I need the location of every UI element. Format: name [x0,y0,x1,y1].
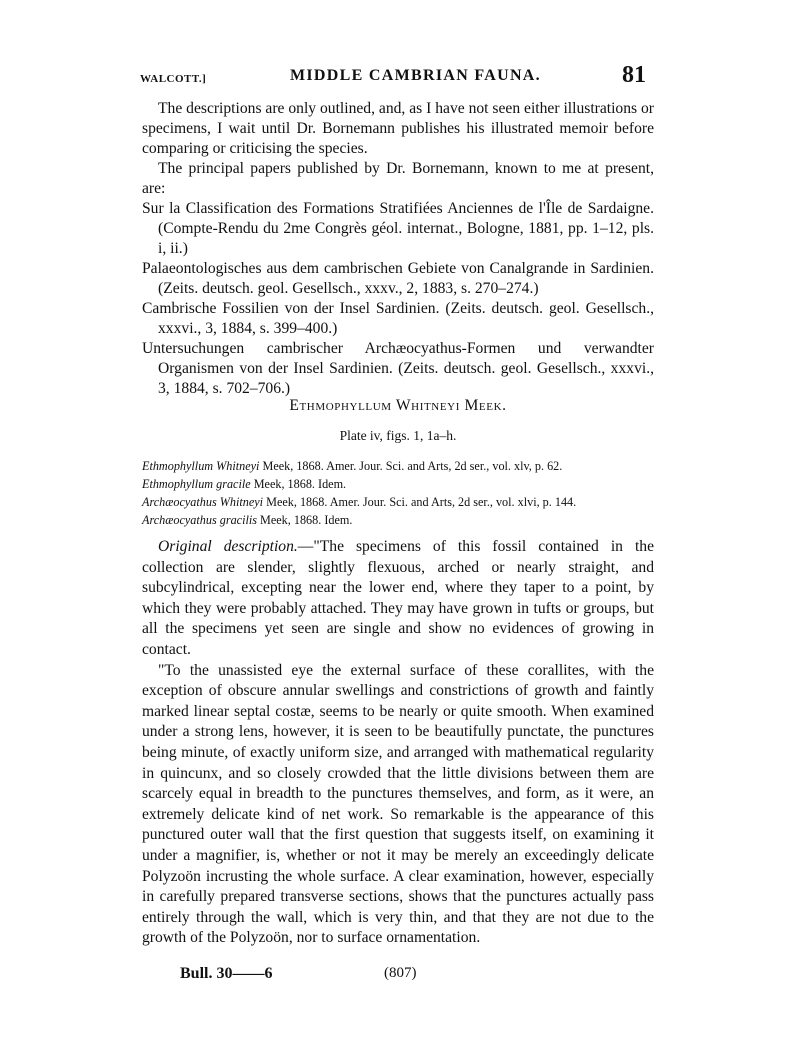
synonym-name: Archæocyathus gracilis [142,513,257,527]
species-heading: Ethmophyllum Whitneyi Meek. [289,397,507,414]
synonym-citation: Meek, 1868. Idem. [256,513,353,527]
page-number: 81 [622,62,646,88]
running-head-author: WALCOTT.] [140,73,207,85]
synonym-name: Archæocyathus Whitneyi [142,495,264,509]
synonym-citation: Meek, 1868. Amer. Jour. Sci. and Arts, 2d ser., vol. xlvi, p. 144. [263,495,577,509]
running-head-title: MIDDLE CAMBRIAN FAUNA. [290,67,541,84]
description-paragraph-1 [142,537,654,661]
intro-paragraph-2: The principal papers published by Dr. Bornemann, known to me at present, are: [142,160,654,197]
reference-4: Untersuchungen cambrischer Archæocyathus-Formen und verwandter Organismen von der Insel Sardinien. (Zeits. deutsch. geol. Gesellsch., xxxvi., 3, 1884, s. 702–706.) [142,340,654,397]
synonymy-entry [142,475,654,493]
plate-reference: Plate iv, figs. 1, 1a–h. [339,428,457,443]
reference-3: Cambrische Fossilien von der Insel Sardinien. (Zeits. deutsch. geol. Gesellsch., xxxvi., 3, 1884, s. 399–400.) [142,300,654,337]
synonymy-entry [142,511,654,529]
synonymy-entry [142,493,654,511]
synonym-name: Ethmophyllum Whitneyi [142,459,260,473]
synonym-citation: Meek, 1868. Amer. Jour. Sci. and Arts, 2d ser., vol. xlv, p. 62. [259,459,563,473]
synonym-citation: Meek, 1868. Idem. [250,477,347,491]
intro-paragraph-1: The descriptions are only outlined, and, as I have not seen either illustrations or specimens, I wait until Dr. Bornemann publishes his illustrated memoir before comparing or criticising the species. [142,100,654,157]
sequence-number: (807) [384,965,417,981]
signature-mark: Bull. 30——6 [180,965,273,982]
description-section [142,537,654,949]
reference-1: Sur la Classification des Formations Stratifiées Anciennes de l'Île de Sardaigne. (Compte-Rendu du 2me Congrès géol. internat., Bologne, 1881, pp. 1–12, pls. i, ii.) [142,200,654,257]
description-lead: Original description. [158,538,298,555]
description-text-1: —"The specimens of this fossil contained in the collection are slender, slightly flexuous, arched or nearly straight, and subcylindrical, excepting near the lower end, where they taper to a point, by which they were probably attached. They may have grown in tufts or groups, but all the specimens yet seen are single and show no evidences of growing in contact. [142,538,654,658]
synonym-name: Ethmophyllum gracile [142,477,251,491]
description-paragraph-2: "To the unassisted eye the external surface of these corallites, with the exception of obscure annular swellings and constrictions of growth and faintly marked linear septal costæ, seems to be nearly or quite smooth. When examined under a strong lens, however, it is seen to be beautifully punctate, the punctures being minute, of exactly uniform size, and arranged with mathematical regularity in quincunx, and so closely crowded that the little divisions between them are scarcely equal in breadth to the punctures themselves, and form, as it were, an extremely delicate kind of net work. So remarkable is the appearance of this punctured outer wall that the first question that suggests itself, on examining it under a magnifier, is, whether or not it may be merely an exceedingly delicate Polyzoön incrusting the whole surface. A clear examination, however, especially in carefully prepared transverse sections, shows that the punctures actually pass entirely through the wall, which is very thin, and that they are not due to the growth of the Polyzoön, nor to surface ornamentation. [142,661,654,947]
synonymy-entry [142,457,654,475]
synonymy-list [142,457,654,529]
reference-2: Palaeontologisches aus dem cambrischen Gebiete von Canalgrande in Sardinien. (Zeits. deutsch. geol. Gesellsch., xxxv., 2, 1883, s. 270–274.) [142,260,654,297]
intro-section [142,99,654,399]
